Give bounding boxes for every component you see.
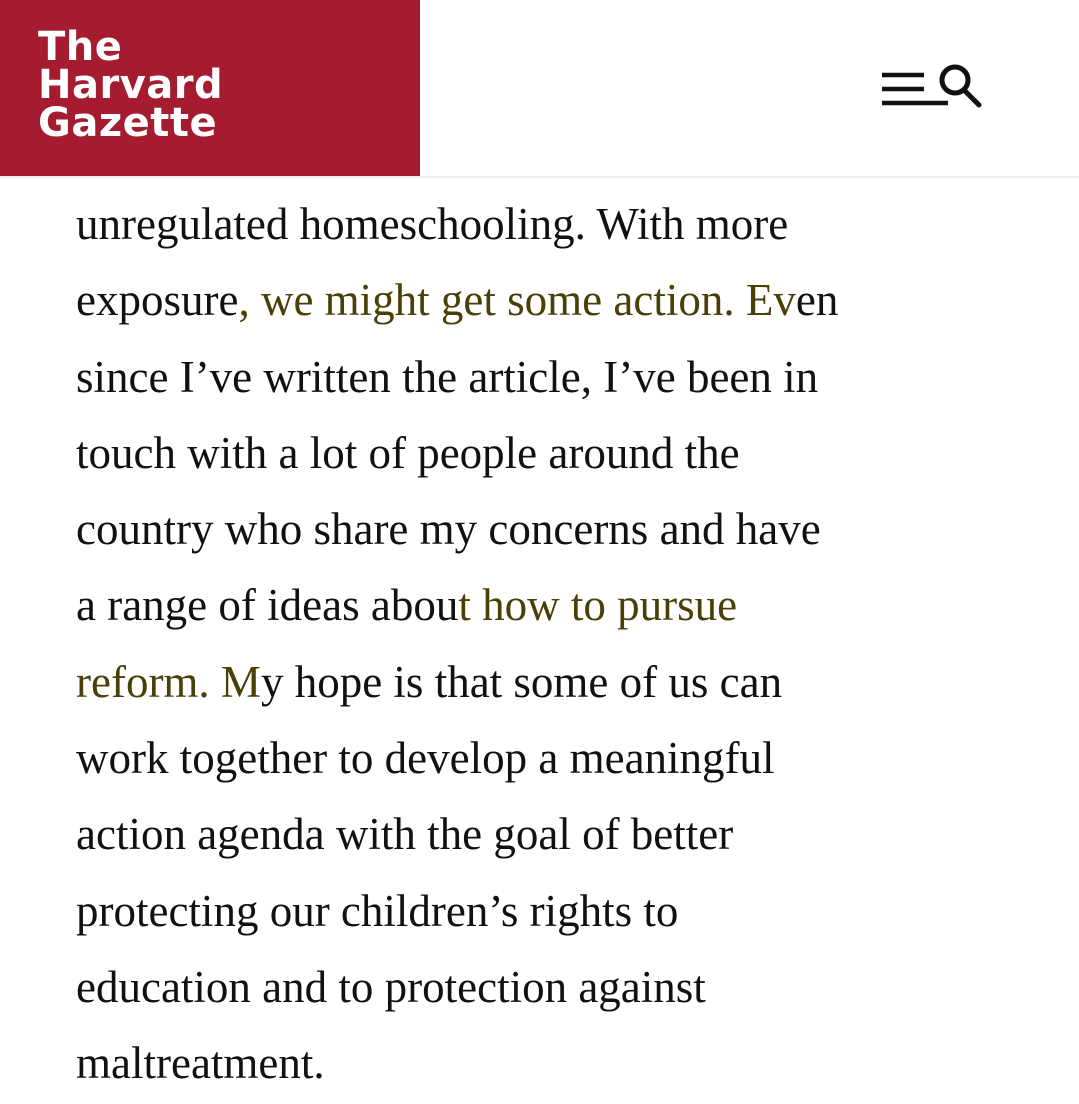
- article-line: [76, 186, 1036, 262]
- article-line: [76, 796, 1036, 872]
- article-line: [76, 567, 1036, 643]
- article-text: education and to protection against: [76, 961, 706, 1012]
- article-line: [76, 873, 1036, 949]
- article-text: country who share my concerns and have: [76, 504, 821, 555]
- article-line: [76, 1025, 1036, 1101]
- article-text: maltreatment.: [76, 1038, 325, 1089]
- highlight-stroke: [449, 584, 746, 646]
- site-header: [0, 0, 1079, 178]
- article-line: [76, 720, 1036, 796]
- search-icon[interactable]: [942, 67, 979, 105]
- menu-icon[interactable]: [882, 75, 948, 103]
- highlighted-text: , we might get some action. Ev: [238, 275, 795, 325]
- article-line: [76, 644, 1036, 720]
- harvard-gazette-logo[interactable]: [0, 0, 420, 176]
- logo-line-3: Gazette: [38, 100, 218, 146]
- highlight-stroke: [67, 661, 270, 723]
- article-line: [76, 415, 1036, 491]
- highlighted-text: t how to pursue: [458, 580, 737, 630]
- article-text: touch with a lot of people around the: [76, 427, 740, 478]
- highlighted-text: reform. M: [76, 657, 261, 707]
- article-line: [76, 339, 1036, 415]
- logo-line-2: Harvard: [38, 62, 224, 108]
- article-text: exposure: [76, 275, 239, 326]
- article-line: [76, 491, 1036, 567]
- logo-line-1: The: [38, 24, 123, 70]
- highlight-stroke: [229, 279, 804, 341]
- article-text: y hope is that some of us can: [260, 656, 783, 707]
- article-text: unregulated homeschooling. With more: [76, 199, 789, 249]
- article-line: [76, 949, 1036, 1025]
- article-text: since I’ve written the article, I’ve been in: [76, 351, 819, 402]
- article-text: work together to develop a meaningful: [76, 733, 775, 784]
- article-text: protecting our children’s rights to: [76, 885, 679, 936]
- menu-search-button[interactable]: [878, 58, 988, 114]
- article-text: a range of ideas abou: [76, 580, 459, 631]
- article-text: en: [795, 275, 839, 326]
- article-text: action agenda with the goal of better: [76, 809, 734, 860]
- article-line: [76, 262, 1036, 338]
- article-body: [76, 186, 1036, 1102]
- logo-wordmark: [38, 24, 224, 146]
